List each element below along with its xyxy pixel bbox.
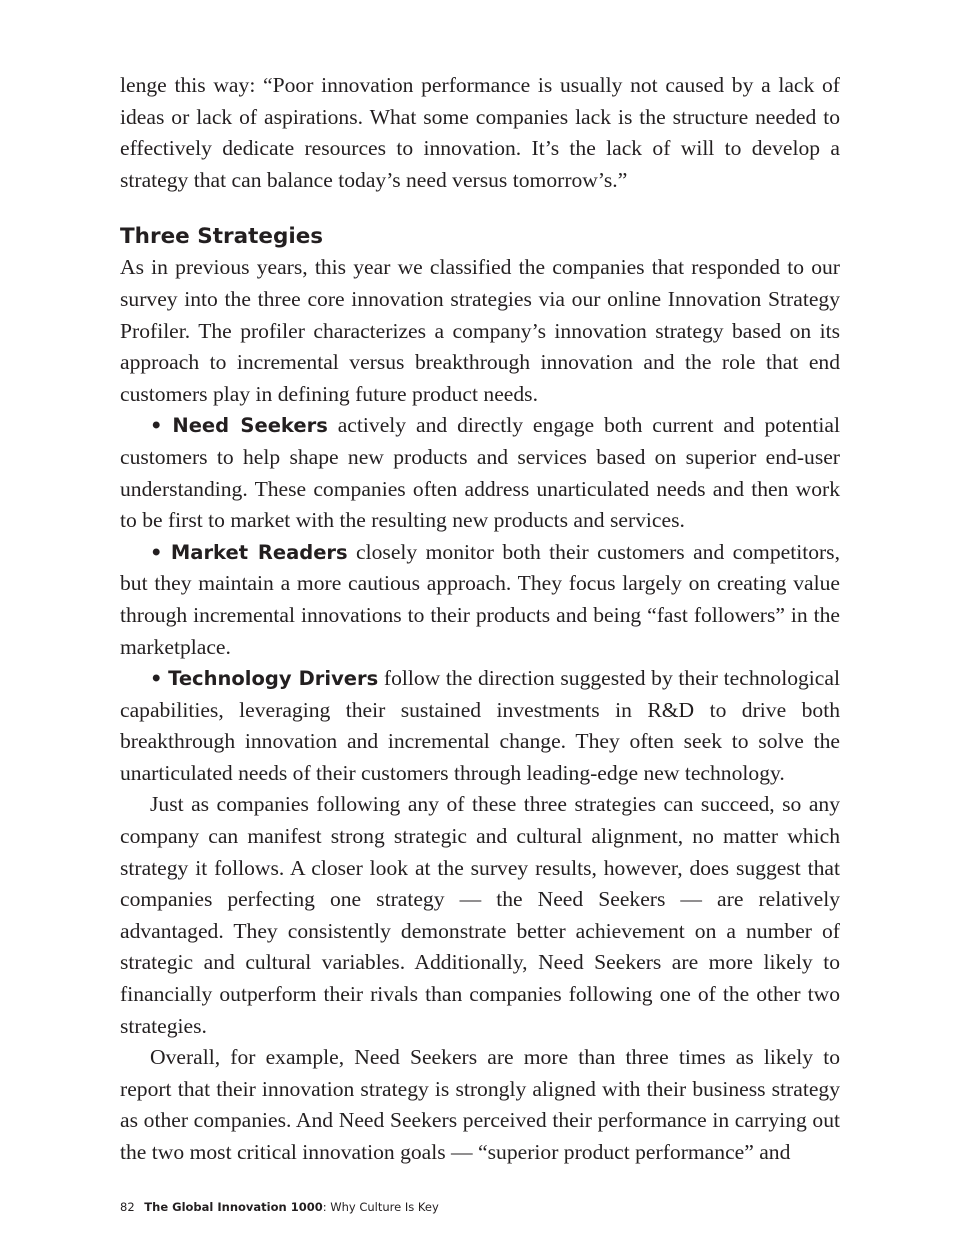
document-page	[120, 70, 840, 1169]
bullet-marker: •	[150, 414, 163, 438]
term-technology-drivers: Technology Drivers	[168, 667, 379, 691]
body-paragraph: Overall, for example, Need Seekers are more than three times as likely to report that their innovation strategy is strongly aligned with their business strategy as other companies. And Need Seekers perceived their performance in carrying out the two most critical innovation goals — “superior product performance” and	[120, 1045, 840, 1164]
bullet-marker: •	[150, 540, 163, 564]
bullet-text: follow the direction suggested by their technological capabilities, leveraging their sustained investments in R&D to drive both breakthrough innovation and incremental change. They often seek to solve the unarticulated needs of their customers through leading-edge new technology.	[120, 666, 840, 785]
section-heading: Three Strategies	[120, 224, 324, 250]
page-number: 82	[120, 1200, 135, 1214]
bullet-need-seekers	[120, 410, 840, 536]
bullet-technology-drivers	[120, 663, 840, 789]
page-footer	[120, 1200, 439, 1214]
body-paragraph: Just as companies following any of these three strategies can succeed, so any company can manifest strong strategic and cultural alignment, no matter which strategy it follows. A closer look at the survey results, however, does suggest that companies perfecting one strategy — the Need Seekers — are relatively advantaged. They consistently demonstrate better achievement on a number of strategic and cultural variables. Additionally, Need Seekers are more likely to financially outperform their rivals than companies following one of the other two strategies.	[120, 792, 840, 1038]
bullet-text: closely monitor both their customers and competitors, but they maintain a more cautious approach. They focus largely on creating value through incremental innovations to their products and being “fast followers” in the marketplace.	[120, 539, 840, 659]
term-market-readers: Market Readers	[170, 540, 348, 564]
bullet-text: actively and directly engage both current and potential customers to help shape new products and services based on superior end-user understanding. These companies often address unarticulated needs and then work to be first to market with the resulting new products and services.	[120, 413, 840, 533]
opening-paragraph: lenge this way: “Poor innovation performance is usually not caused by a lack of ideas or lack of aspirations. What some companies lack is the structure needed to effectively dedicate resources to innovation. It’s the lack of will to develop a strategy that can balance today’s need versus tomorrow’s.”	[120, 73, 840, 192]
bullet-marker: •	[150, 667, 163, 691]
term-need-seekers: Need Seekers	[172, 414, 328, 438]
publication-subtitle: : Why Culture Is Key	[322, 1200, 439, 1214]
intro-paragraph: As in previous years, this year we classified the companies that responded to our survey into the three core innovation strategies via our online Innovation Strategy Profiler. The profiler characterizes a company’s innovation strategy based on its approach to incremental versus breakthrough innovation and the role that end customers play in defining future product needs.	[120, 255, 840, 406]
bullet-market-readers	[120, 537, 840, 663]
publication-title: The Global Innovation 1000	[144, 1200, 323, 1214]
